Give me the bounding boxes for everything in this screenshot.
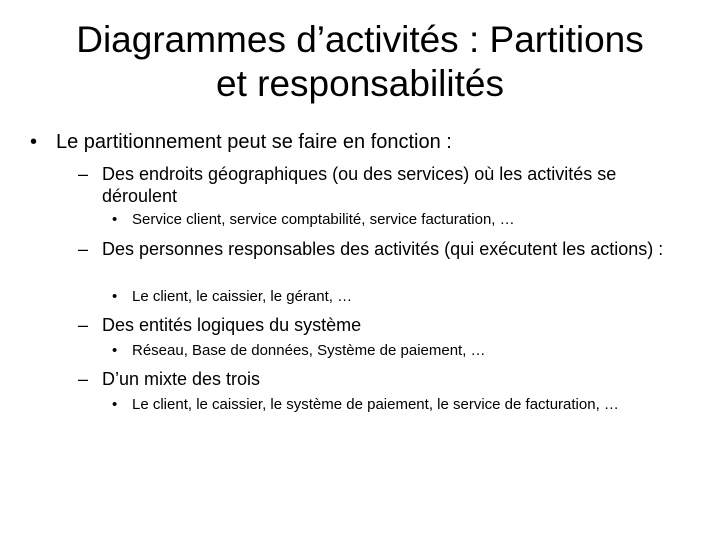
sub-bullet-1-text: Des endroits géographiques (ou des services) où les activités se déroulent bbox=[102, 164, 617, 206]
example-bullet-4 bbox=[112, 396, 672, 414]
bullet-marker: • bbox=[112, 342, 118, 359]
sub-bullet-2 bbox=[78, 238, 678, 260]
sub-bullet-3 bbox=[78, 314, 678, 336]
sub-bullet-1 bbox=[78, 163, 678, 207]
sub-bullet-3-text: Des entités logiques du système bbox=[102, 315, 362, 335]
dash-marker: – bbox=[78, 239, 89, 259]
example-bullet-2-text: Le client, le caissier, le gérant, … bbox=[132, 288, 353, 305]
bullet-marker: • bbox=[112, 396, 118, 413]
dash-marker: – bbox=[78, 369, 89, 389]
sub-bullet-4 bbox=[78, 368, 678, 390]
dash-marker: – bbox=[78, 164, 89, 184]
main-bullet-text: Le partitionnement peut se faire en fonction : bbox=[56, 131, 452, 153]
example-bullet-1 bbox=[112, 211, 672, 229]
example-bullet-4-text: Le client, le caissier, le système de paiement, le service de facturation, … bbox=[132, 396, 619, 413]
dash-marker: – bbox=[78, 315, 89, 335]
sub-bullet-2-text: Des personnes responsables des activités (qui exécutent les actions) : bbox=[102, 239, 664, 259]
example-bullet-2 bbox=[112, 288, 672, 306]
slide-title-line-1: Diagrammes d’activités : Partitions bbox=[76, 19, 644, 60]
example-bullet-3-text: Réseau, Base de données, Système de paiement, … bbox=[132, 342, 486, 359]
main-bullet bbox=[30, 130, 690, 154]
example-bullet-3 bbox=[112, 342, 672, 360]
slide-title-line-2: et responsabilités bbox=[216, 63, 504, 104]
sub-bullet-4-text: D’un mixte des trois bbox=[102, 369, 261, 389]
bullet-marker: • bbox=[112, 211, 118, 228]
bullet-marker: • bbox=[112, 288, 118, 305]
example-bullet-1-text: Service client, service comptabilité, service facturation, … bbox=[132, 211, 515, 228]
bullet-marker: • bbox=[30, 131, 38, 153]
